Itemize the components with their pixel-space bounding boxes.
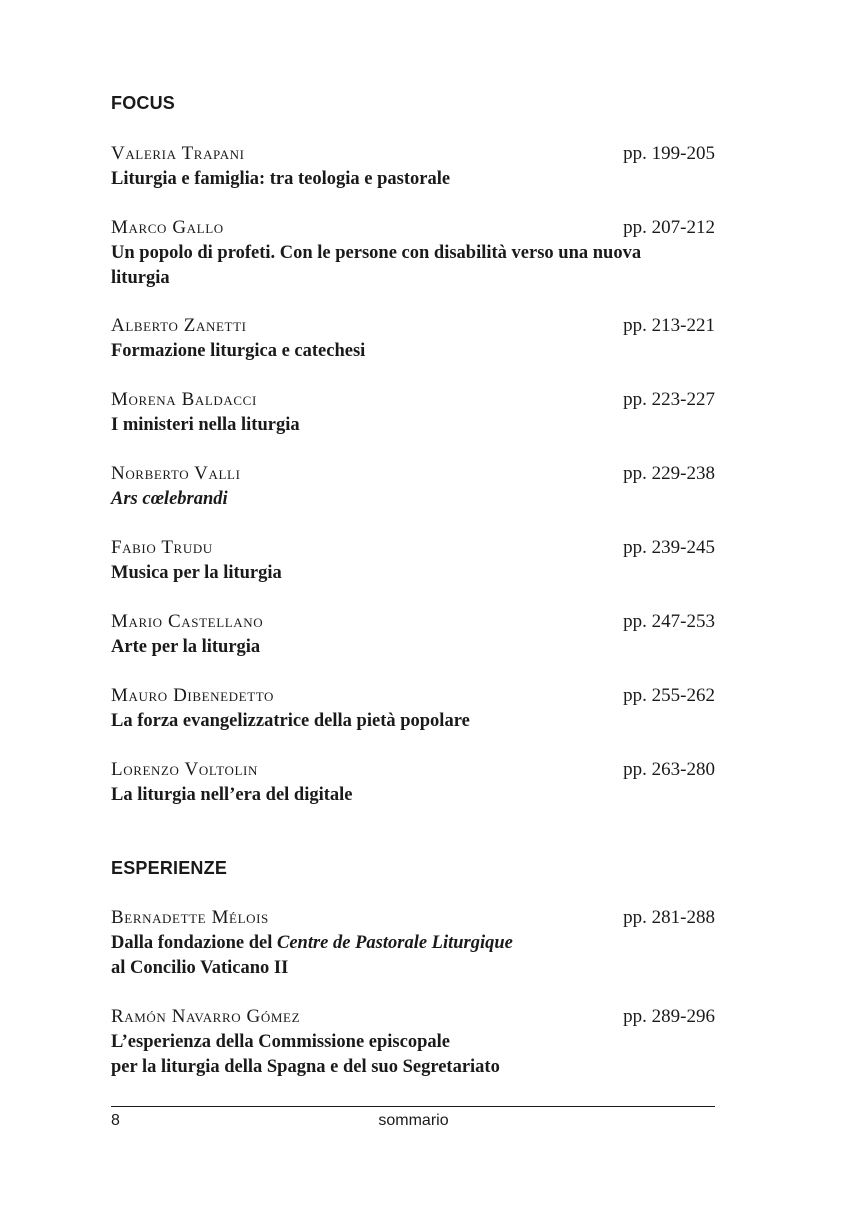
entry-pages: pp. 263-280 (623, 759, 715, 780)
section-heading-focus: FOCUS (111, 93, 175, 113)
entry-author: Lorenzo Voltolin (111, 759, 258, 780)
entry-title: La forza evangelizzatrice della pietà popolare (111, 711, 470, 731)
entry-title: Formazione liturgica e catechesi (111, 341, 366, 361)
toc-entry (111, 463, 715, 512)
page-number: 8 (111, 1112, 120, 1129)
entry-author: Marco Gallo (111, 217, 224, 238)
entry-title: Ars cœlebrandi (111, 489, 228, 509)
entry-title: L’esperienza della Commissione episcopale per la liturgia della Spagna e del suo Segretariato (111, 1032, 500, 1077)
entry-pages: pp. 289-296 (623, 1006, 715, 1027)
entry-pages: pp. 229-238 (623, 463, 715, 484)
toc-entry (111, 537, 715, 586)
section-heading-esperienze: ESPERIENZE (111, 858, 228, 878)
entry-author: Bernadette Mélois (111, 907, 269, 928)
entry-title: La liturgia nell’era del digitale (111, 785, 353, 805)
entry-author: Mario Castellano (111, 611, 264, 632)
toc-entry (111, 315, 715, 364)
toc-entry (111, 685, 715, 734)
entry-pages: pp. 247-253 (623, 611, 715, 632)
entry-title: Arte per la liturgia (111, 637, 261, 657)
entry-title: Un popolo di profeti. Con le persone con disabilità verso una nuova liturgia (111, 243, 642, 288)
running-footer: sommario (378, 1112, 449, 1129)
entry-author: Norberto Valli (111, 463, 241, 484)
toc-entry (111, 217, 715, 291)
entry-title: Dalla fondazione del Centre de Pastorale Liturgique al Concilio Vaticano II (111, 933, 513, 978)
entry-author: Alberto Zanetti (111, 315, 247, 336)
entry-pages: pp. 223-227 (623, 389, 715, 410)
toc-entry (111, 759, 715, 808)
entry-pages: pp. 255-262 (623, 685, 715, 706)
toc-entry (111, 389, 715, 438)
entry-author: Mauro Dibenedetto (111, 685, 275, 706)
entry-title: I ministeri nella liturgia (111, 415, 300, 435)
entry-pages: pp. 281-288 (623, 907, 715, 928)
entry-author: Valeria Trapani (111, 143, 245, 164)
toc-entry (111, 611, 715, 660)
toc-entry (111, 907, 715, 981)
footer-rule (111, 1106, 715, 1107)
entry-pages: pp. 239-245 (623, 537, 715, 558)
entry-title: Musica per la liturgia (111, 563, 282, 583)
entry-pages: pp. 213-221 (623, 315, 715, 336)
toc-entry (111, 1006, 715, 1080)
entry-author: Morena Baldacci (111, 389, 257, 410)
toc-entry (111, 143, 715, 192)
entry-title: Liturgia e famiglia: tra teologia e pastorale (111, 169, 451, 189)
entry-author: Fabio Trudu (111, 537, 213, 558)
entry-author: Ramón Navarro Gómez (111, 1006, 301, 1027)
entry-pages: pp. 207-212 (623, 217, 715, 238)
entry-pages: pp. 199-205 (623, 143, 715, 164)
